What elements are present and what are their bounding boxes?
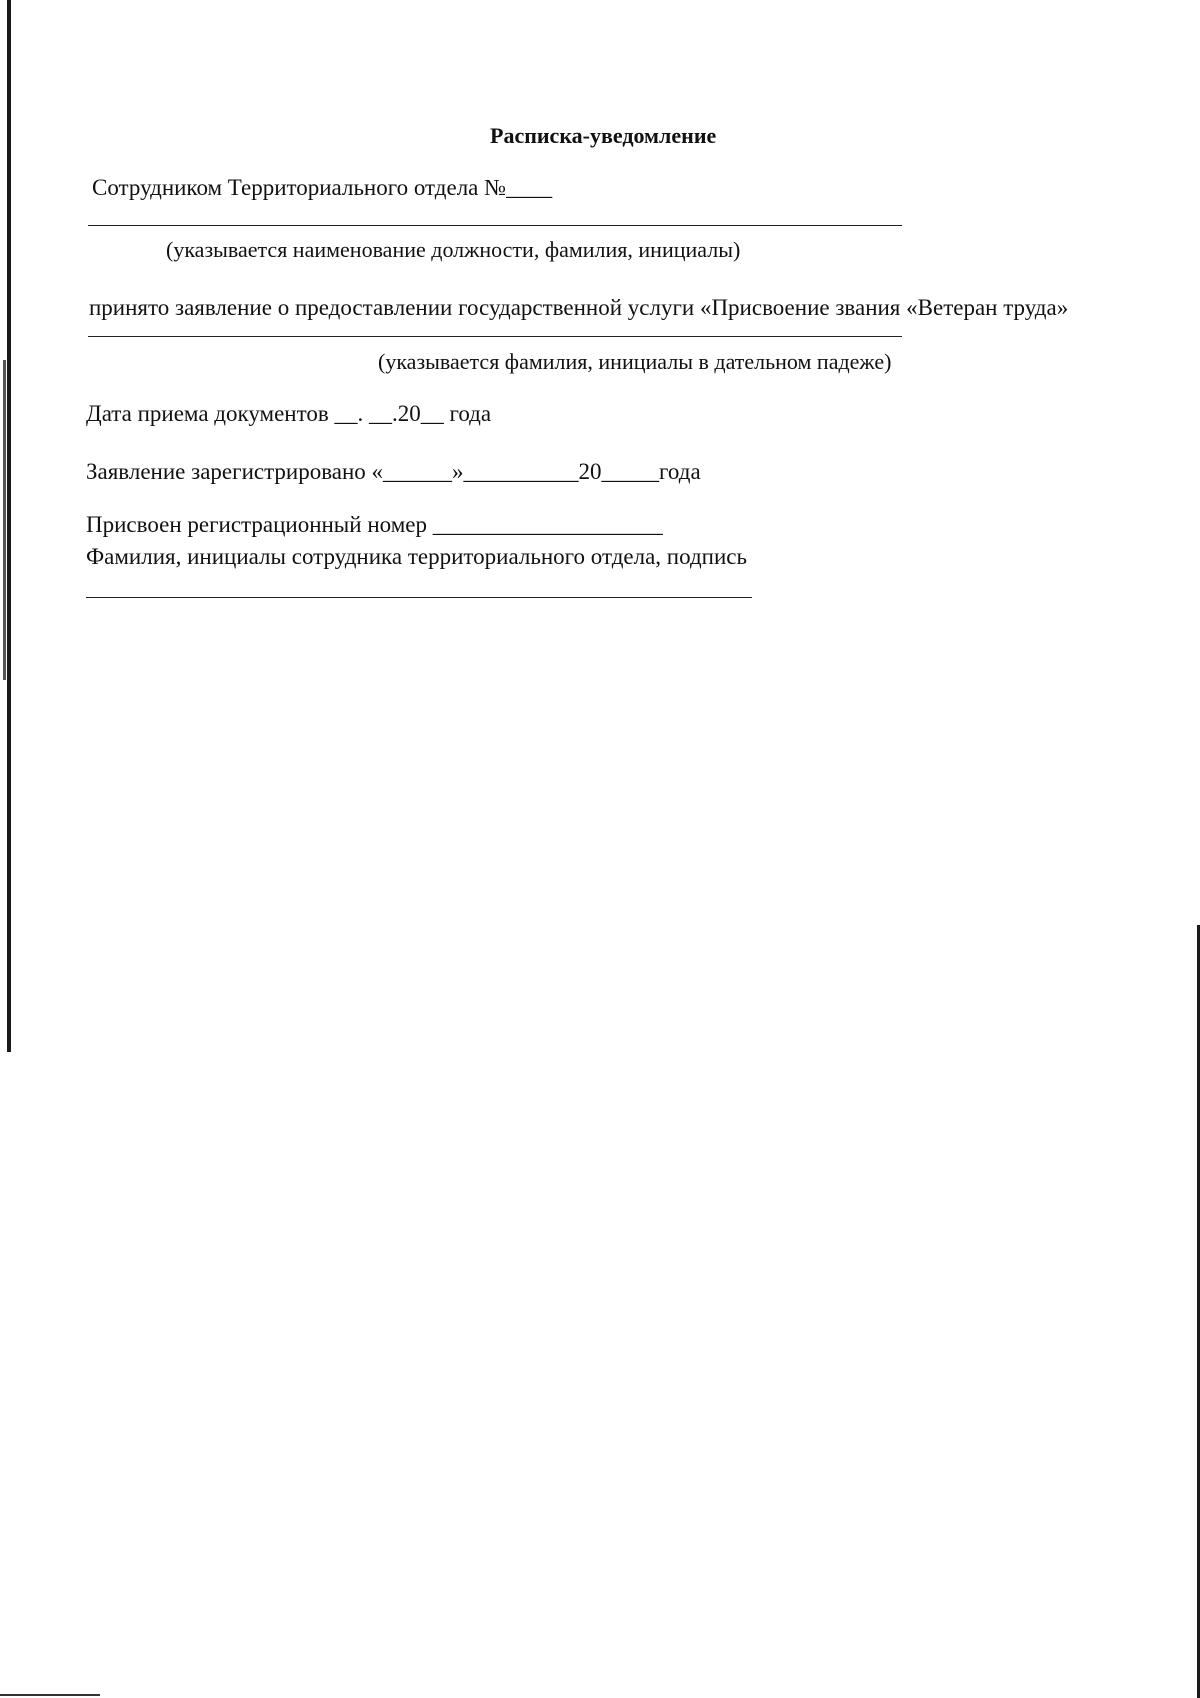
employee-signature-line: Фамилия, инициалы сотрудника территориального отдела, подпись: [86, 544, 747, 569]
document-title: Расписка-уведомление: [490, 123, 717, 148]
employee-fill-line: [88, 225, 902, 226]
employee-department-line: Сотрудником Территориального отдела №____: [92, 175, 553, 200]
registration-date-line: Заявление зарегистрировано «______»__________20_____года: [86, 459, 701, 484]
signature-fill-line: [86, 597, 752, 598]
applicant-fill-line: [88, 336, 902, 337]
acceptance-date-line: Дата приема документов __. __.20__ года: [86, 401, 492, 426]
position-hint: (указывается наименование должности, фамилия, инициалы): [166, 237, 741, 262]
registration-number-line: Присвоен регистрационный номер ____________________: [86, 512, 663, 537]
application-accepted-line: принято заявление о предоставлении государственной услуги «Присвоение звания «Ветеран труда»: [89, 295, 1069, 320]
applicant-name-hint: (указывается фамилия, инициалы в дательном падеже): [378, 349, 892, 374]
